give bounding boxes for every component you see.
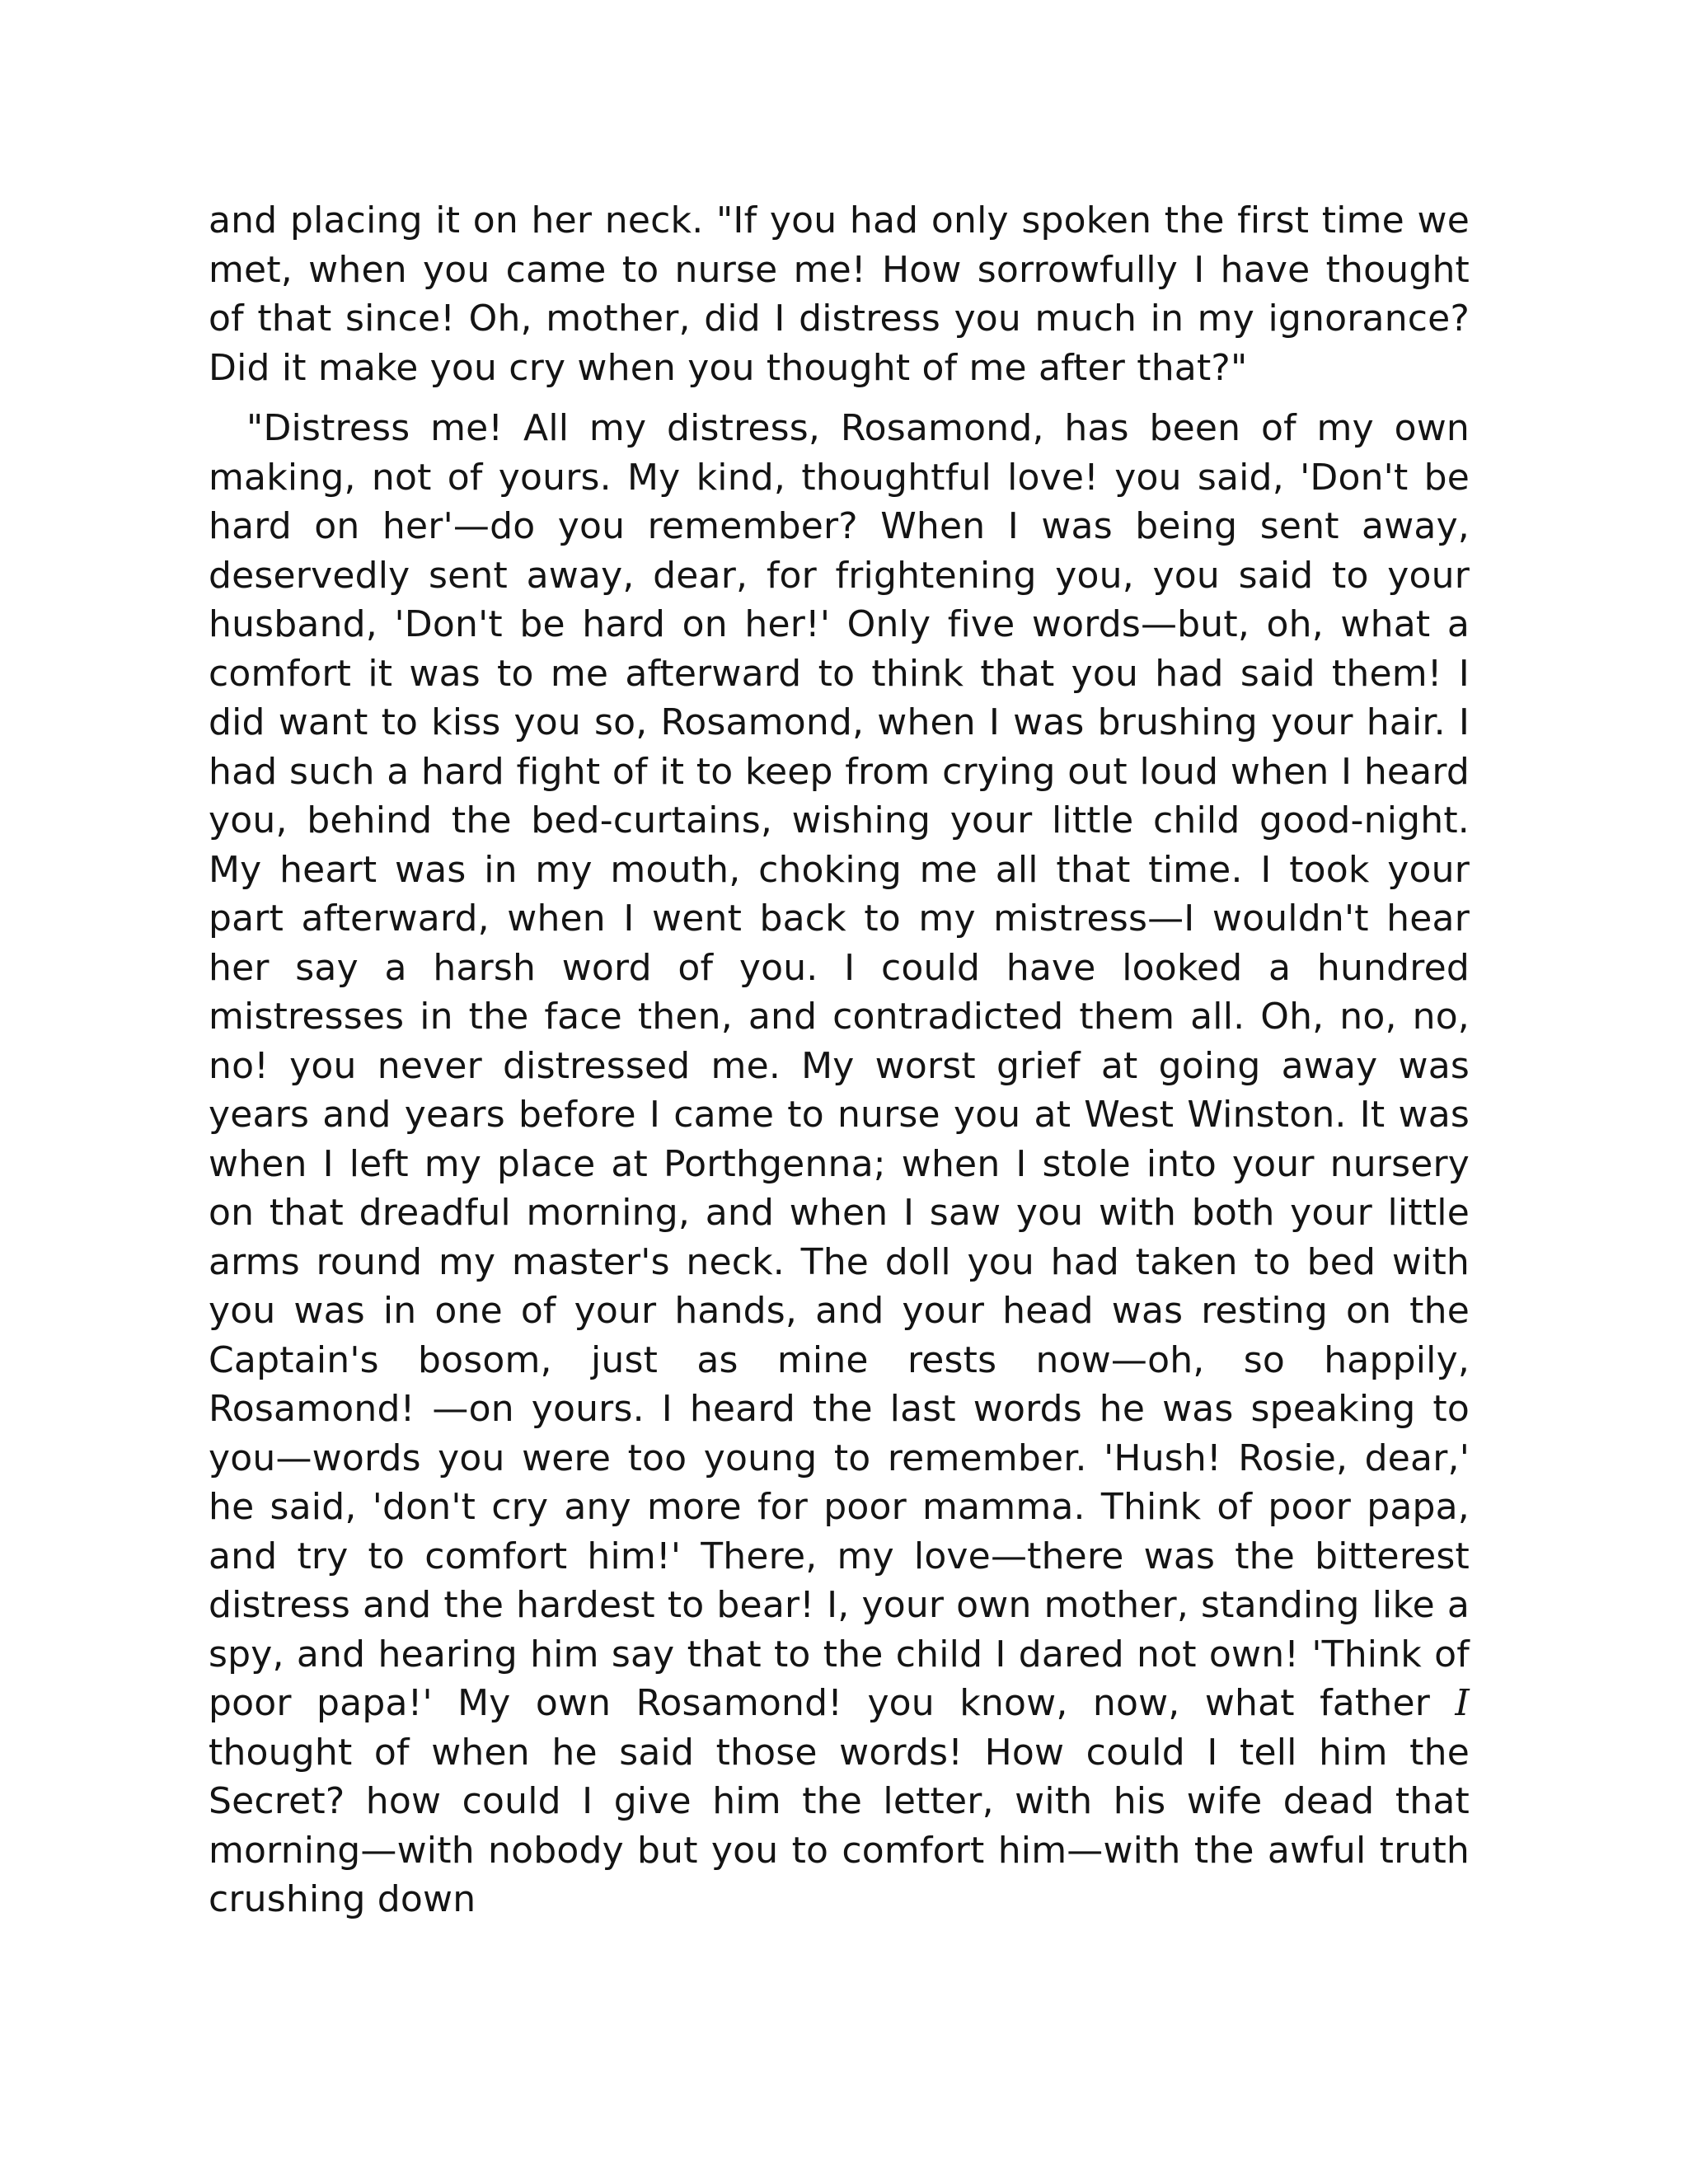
paragraph-text-before-emphasis: "Distress me! All my distress, Rosamond, has been of my own making, not of yours. My kind, thoughtful love! you said, 'Don't be hard on her'—do you remember? When I was being sent away, deservedly sent away, dear, for frightening you, you said to your husband, 'Don't be hard on her!' Only five words—but, oh, what a comfort it was to me afterward to think that you had said them! I did want to kiss you so, Rosamond, when I was brushing your hair. I had such a hard fight of it to keep from crying out loud when I heard you, behind the bed-curtains, wishing your little child good-night. My heart was in my mouth, choking me all that time. I took your part afterward, when I went back to my mistress—I wouldn't hear her say a harsh word of you. I could have looked a hundred mistresses in the face then, and contradicted them all. Oh, no, no, no! you never distressed me. My worst grief at going away was years and years before I came to nurse you at West Winston. It was when I left my place at Porthgenna; when I stole into your nursery on that dreadful morning, and when I saw you with both your little arms round my master's neck. The doll you had taken to bed with you was in one of your hands, and your head was resting on the Captain's bosom, just as mine rests now—oh, so happily, Rosamond! —on yours. I heard the last words he was speaking to you—words you were too young to remember. 'Hush! Rosie, dear,' he said, 'don't cry any more for poor mamma. Think of poor papa, and try to comfort him!' There, my love—there was the bitterest distress and the hardest to bear! I, your own mother, standing like a spy, and hearing him say that to the child I dared not own! 'Think of poor papa!' My own Rosamond! you know, now, what father <box>209 407 1470 1724</box>
emphasized-word: I <box>1455 1682 1470 1724</box>
page-text <box>209 196 1470 1924</box>
paragraph-text-after-emphasis: thought of when he said those words! How could I tell him the Secret? how could I give him the letter, with his wife dead that morning—with nobody but you to comfort him—with the awful truth crushing down <box>209 1731 1470 1920</box>
paragraph-dialogue <box>209 404 1470 1924</box>
paragraph-continuation: and placing it on her neck. "If you had only spoken the first time we met, when you came to nurse me! How sorrowfully I have thought of that since! Oh, mother, did I distress you much in my ignorance? Did it make you cry when you thought of me after that?" <box>209 199 1470 389</box>
